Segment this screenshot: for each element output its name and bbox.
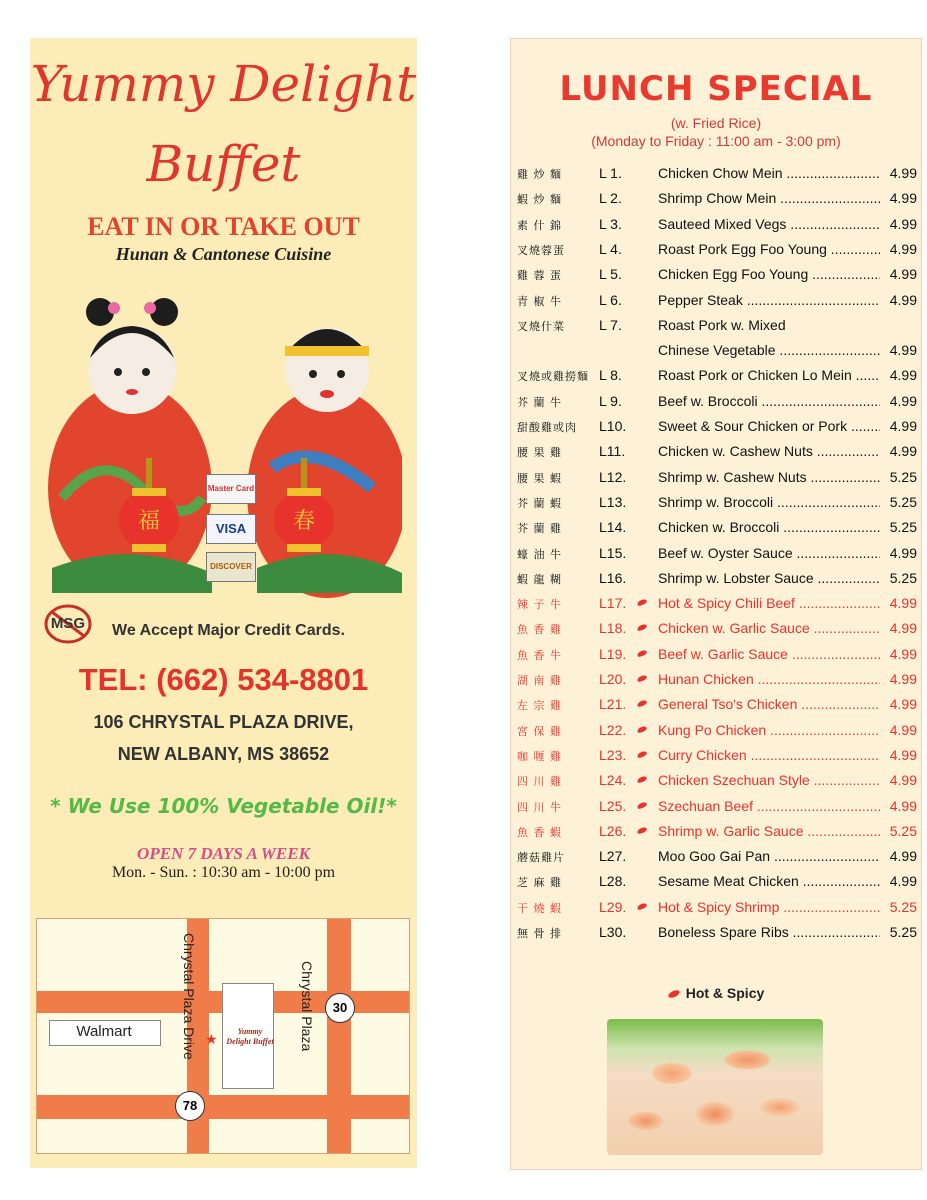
menu-item-name: Beef w. Garlic Sauce ..... xyxy=(658,646,880,662)
menu-item-name: Beef w. Oyster Sauce ..... xyxy=(658,545,880,561)
menu-item-chinese: 甜酸雞或肉 xyxy=(517,421,577,434)
menu-item-name: Roast Pork or Chicken Lo Mein ..... xyxy=(658,367,880,383)
menu-item-code: L13. xyxy=(599,493,627,510)
menu-item-chinese: 素 什 錦 xyxy=(517,218,562,232)
address-line1: 106 CHRYSTAL PLAZA DRIVE, xyxy=(93,712,354,732)
menu-item-price: 4.99 xyxy=(883,798,917,814)
menu-item-price: 4.99 xyxy=(883,443,917,459)
menu-item-chinese: 芥 蘭 雞 xyxy=(517,522,562,536)
lunch-subtitle-rice: (w. Fried Rice) xyxy=(670,115,762,131)
menu-item-price: 4.99 xyxy=(883,342,917,358)
lunch-subtitle-hours: (Monday to Friday : 11:00 am - 3:00 pm) xyxy=(591,133,841,149)
menu-item-price: 5.25 xyxy=(883,519,917,535)
menu-item xyxy=(511,467,921,492)
menu-item-name: Chicken w. Broccoli ..... xyxy=(658,519,880,535)
menu-item xyxy=(511,239,921,264)
menu-item xyxy=(511,188,921,213)
menu-item-price: 4.99 xyxy=(883,595,917,611)
address-line2: NEW ALBANY, MS 38652 xyxy=(117,744,330,764)
menu-item-name: Hot & Spicy Shrimp ..... xyxy=(658,899,880,915)
msg-text: MSG xyxy=(50,615,86,632)
credit-cards-note: We Accept Major Credit Cards. xyxy=(112,622,345,639)
menu-item-price: 4.99 xyxy=(883,545,917,561)
menu-item-chinese: 叉燒或雞撈麵 xyxy=(517,370,589,384)
menu-item xyxy=(511,315,921,340)
menu-item-code: L 5. xyxy=(599,266,622,283)
menu-item-name: Shrimp w. Garlic Sauce ..... xyxy=(658,823,880,839)
menu-item-chinese: 蠔 油 牛 xyxy=(517,547,562,561)
menu-item-chinese: 雞 蓉 蛋 xyxy=(517,269,562,283)
menu-item-code: L 7. xyxy=(599,316,622,333)
menu-item-chinese: 四 川 牛 xyxy=(517,800,562,814)
menu-item-code: L 2. xyxy=(599,190,622,207)
menu-item-code: L25. xyxy=(599,797,627,814)
menu-item xyxy=(511,568,921,593)
menu-item-name: Chicken Egg Foo Young ..... xyxy=(658,266,880,282)
menu-item-name: Curry Chicken ..... xyxy=(658,747,880,763)
menu-item-code: L18. xyxy=(599,620,627,637)
menu-item-price: 4.99 xyxy=(883,165,917,181)
menu-item-price: 4.99 xyxy=(883,873,917,889)
menu-item-name: Pepper Steak ..... xyxy=(658,292,880,308)
menu-item-code: L22. xyxy=(599,721,627,738)
menu-item-chinese: 辣 子 牛 xyxy=(517,598,562,612)
menu-item xyxy=(511,720,921,745)
menu-item xyxy=(511,543,921,568)
menu-item-name: Roast Pork Egg Foo Young ..... xyxy=(658,241,880,257)
menu-item-name: Shrimp w. Broccoli ..... xyxy=(658,494,880,510)
menu-item xyxy=(511,441,921,466)
mastercard-logo: Master Card xyxy=(206,474,256,504)
menu-item-name: Shrimp w. Cashew Nuts ..... xyxy=(658,469,880,485)
menu-item xyxy=(511,694,921,719)
menu-item-price: 4.99 xyxy=(883,393,917,409)
menu-item-price: 5.25 xyxy=(883,823,917,839)
menu-item-price: 4.99 xyxy=(883,620,917,636)
menu-item xyxy=(511,871,921,896)
menu-item-chinese: 青 椒 牛 xyxy=(517,294,562,308)
menu-item xyxy=(511,593,921,618)
menu-item-name: General Tso's Chicken ..... xyxy=(658,696,880,712)
menu-item xyxy=(511,264,921,289)
phone-number[interactable]: TEL: (662) 534-8801 xyxy=(78,662,369,697)
buffet-map-label xyxy=(225,1027,275,1047)
menu-item-price: 4.99 xyxy=(883,216,917,232)
menu-item-name: Chinese Vegetable ..... xyxy=(658,342,880,358)
menu-item-name: Beef w. Broccoli ..... xyxy=(658,393,880,409)
menu-item-code: L21. xyxy=(599,696,627,713)
menu-item-price: 5.25 xyxy=(883,469,917,485)
hot-spicy-legend xyxy=(511,985,921,1001)
menu-item-name: Hunan Chicken ..... xyxy=(658,671,880,687)
walmart-label: Walmart xyxy=(76,1023,132,1040)
lunch-special-title: LUNCH SPECIAL xyxy=(559,69,873,109)
menu-item-name: Sauteed Mixed Vegs ..... xyxy=(658,216,880,232)
menu-item-chinese: 叉燒蓉蛋 xyxy=(517,243,565,257)
menu-item-price: 4.99 xyxy=(883,292,917,308)
menu-item-code: L 1. xyxy=(599,165,622,181)
menu-item-price: 5.25 xyxy=(883,924,917,940)
shrimp-photo xyxy=(607,1019,823,1155)
visa-logo: VISA xyxy=(206,514,256,544)
menu-item-code: L17. xyxy=(599,595,627,612)
restaurant-name-line2: Buffet xyxy=(146,135,301,193)
menu-item-chinese: 蘑菇雞片 xyxy=(517,851,565,865)
menu-item-chinese: 芥 蘭 蝦 xyxy=(517,496,562,510)
menu-item-code: L26. xyxy=(599,822,627,839)
highway-78-road xyxy=(37,1095,409,1119)
menu-item xyxy=(511,644,921,669)
menu-item-code: L30. xyxy=(599,924,627,940)
menu-item-code: L 4. xyxy=(599,240,622,257)
menu-item-price: 5.25 xyxy=(883,899,917,915)
menu-item-continuation xyxy=(511,340,921,365)
girl-figure xyxy=(48,298,212,593)
boy-figure xyxy=(247,328,402,598)
route-78-shield: 78 xyxy=(175,1091,205,1121)
lantern-right-char: 春 xyxy=(292,509,316,534)
menu-item xyxy=(511,897,921,922)
highway-30-road xyxy=(327,919,351,1153)
menu-item-code: L 8. xyxy=(599,367,622,384)
menu-item-price: 4.99 xyxy=(883,241,917,257)
menu-item-name-line1: Roast Pork w. Mixed xyxy=(658,316,786,333)
menu-item-chinese: 叉燒什菜 xyxy=(517,319,565,333)
menu-item xyxy=(511,214,921,239)
menu-item-code: L 3. xyxy=(599,215,622,232)
menu-item xyxy=(511,846,921,871)
menu-item xyxy=(511,922,921,947)
menu-item-price: 4.99 xyxy=(883,646,917,662)
menu-item xyxy=(511,391,921,416)
menu-item-name: Chicken Szechuan Style ..... xyxy=(658,772,880,788)
menu-item-chinese: 魚 香 蝦 xyxy=(517,825,562,839)
menu-item-name: Sesame Meat Chicken ..... xyxy=(658,873,880,889)
lantern-left-char: 福 xyxy=(137,509,161,534)
menu-item-price: 4.99 xyxy=(883,696,917,712)
menu-item-code: L 6. xyxy=(599,291,622,308)
restaurant-name-line1: Yummy Delight xyxy=(30,55,417,113)
menu-item-code: L 9. xyxy=(599,392,622,409)
menu-item-price: 4.99 xyxy=(883,772,917,788)
menu-item-price: 4.99 xyxy=(883,671,917,687)
pepper-icon xyxy=(667,989,680,1000)
menu-item-chinese: 湖 南 雞 xyxy=(517,674,562,687)
menu-item-name: Sweet & Sour Chicken or Pork ..... xyxy=(658,418,880,434)
menu-item-price: 4.99 xyxy=(883,848,917,864)
menu-item-code: L28. xyxy=(599,873,627,890)
menu-item-code: L20. xyxy=(599,671,627,687)
menu-item-price: 4.99 xyxy=(883,190,917,206)
discover-logo: DISCOVER xyxy=(206,552,256,582)
menu-item xyxy=(511,517,921,542)
route-30-shield: 30 xyxy=(325,993,355,1023)
menu-item-chinese: 蝦 炒 麵 xyxy=(517,193,562,207)
menu-item-name: Kung Po Chicken ..... xyxy=(658,722,880,738)
plaza-label: Chrystal Plaza xyxy=(299,961,315,1052)
menu-item-price: 4.99 xyxy=(883,266,917,282)
menu-item-price: 5.25 xyxy=(883,570,917,586)
menu-item-chinese: 雞 炒 麵 xyxy=(517,168,562,181)
menu-item xyxy=(511,365,921,390)
vegetable-oil-note: * We Use 100% Vegetable Oil!* xyxy=(50,794,397,818)
menu-item-code: L24. xyxy=(599,772,627,789)
menu-item-name: Chicken w. Garlic Sauce ..... xyxy=(658,620,880,636)
hot-spicy-legend-label: Hot & Spicy xyxy=(685,985,765,1001)
location-map xyxy=(36,918,410,1154)
menu-item-code: L19. xyxy=(599,645,627,662)
menu-item xyxy=(511,163,921,188)
menu-item xyxy=(511,290,921,315)
menu-item-chinese: 蝦 龍 糊 xyxy=(517,572,562,586)
menu-item-chinese: 宮 保 雞 xyxy=(517,724,562,738)
buffet-map-label-line1: Yummy xyxy=(237,1027,263,1036)
menu-item-name: Chicken Chow Mein ..... xyxy=(658,165,880,181)
opening-hours: Mon. - Sun. : 10:30 am - 10:00 pm xyxy=(111,864,336,881)
menu-item xyxy=(511,416,921,441)
menu-item xyxy=(511,745,921,770)
menu-item-name: Moo Goo Gai Pan ..... xyxy=(658,848,880,864)
menu-item-code: L15. xyxy=(599,544,627,561)
menu-item-code: L29. xyxy=(599,898,627,915)
menu-item-name: Szechuan Beef ..... xyxy=(658,798,880,814)
menu-item-chinese: 四 川 雞 xyxy=(517,775,562,789)
menu-item-code: L10. xyxy=(599,418,627,434)
menu-item-code: L27. xyxy=(599,848,627,865)
eat-in-take-out: EAT IN OR TAKE OUT xyxy=(87,212,360,241)
menu-item-code: L11. xyxy=(599,443,626,460)
open-days: OPEN 7 DAYS A WEEK xyxy=(137,844,310,863)
menu-item-chinese: 芝 麻 雞 xyxy=(517,876,562,890)
menu-item-price: 4.99 xyxy=(883,747,917,763)
menu-item-code: L14. xyxy=(599,519,627,536)
plaza-drive-label: Chrystal Plaza Drive xyxy=(181,933,197,1060)
menu-item-chinese: 魚 香 牛 xyxy=(517,648,562,662)
menu-item xyxy=(511,770,921,795)
menu-item-code: L23. xyxy=(599,746,627,763)
menu-item-chinese: 無 骨 排 xyxy=(517,927,562,940)
menu-item-chinese: 芥 蘭 牛 xyxy=(517,395,562,409)
menu-item-name: Boneless Spare Ribs ..... xyxy=(658,924,880,940)
menu-item xyxy=(511,492,921,517)
menu-item-chinese: 腰 果 雞 xyxy=(517,446,562,460)
menu-item-price: 4.99 xyxy=(883,722,917,738)
menu-item xyxy=(511,618,921,643)
menu-item-chinese: 魚 香 雞 xyxy=(517,623,562,637)
menu-item-chinese: 腰 果 蝦 xyxy=(517,471,562,485)
menu-item-name: Hot & Spicy Chili Beef ..... xyxy=(658,595,880,611)
menu-item-code: L16. xyxy=(599,569,627,586)
menu-item-name: Shrimp w. Lobster Sauce ..... xyxy=(658,570,880,586)
menu-item-chinese: 左 宗 雞 xyxy=(517,699,562,713)
menu-item-chinese: 干 燒 蝦 xyxy=(517,901,562,915)
flyer-right-panel xyxy=(510,38,922,1170)
menu-item-chinese: 咖 喱 雞 xyxy=(517,749,562,763)
location-star-icon: ★ xyxy=(205,1031,218,1047)
menu-item xyxy=(511,669,921,694)
menu-item-name: Shrimp Chow Mein ..... xyxy=(658,190,880,206)
menu-item-price: 5.25 xyxy=(883,494,917,510)
menu-item xyxy=(511,821,921,846)
menu-item-price: 4.99 xyxy=(883,418,917,434)
cuisine-type: Hunan & Cantonese Cuisine xyxy=(115,244,332,264)
menu-item xyxy=(511,796,921,821)
menu-item-name: Chicken w. Cashew Nuts ..... xyxy=(658,443,880,459)
menu-item-code: L12. xyxy=(599,468,627,485)
menu-item-price: 4.99 xyxy=(883,367,917,383)
buffet-map-label-line2: Delight Buffet xyxy=(226,1037,274,1046)
flyer-left-panel xyxy=(30,38,417,1168)
